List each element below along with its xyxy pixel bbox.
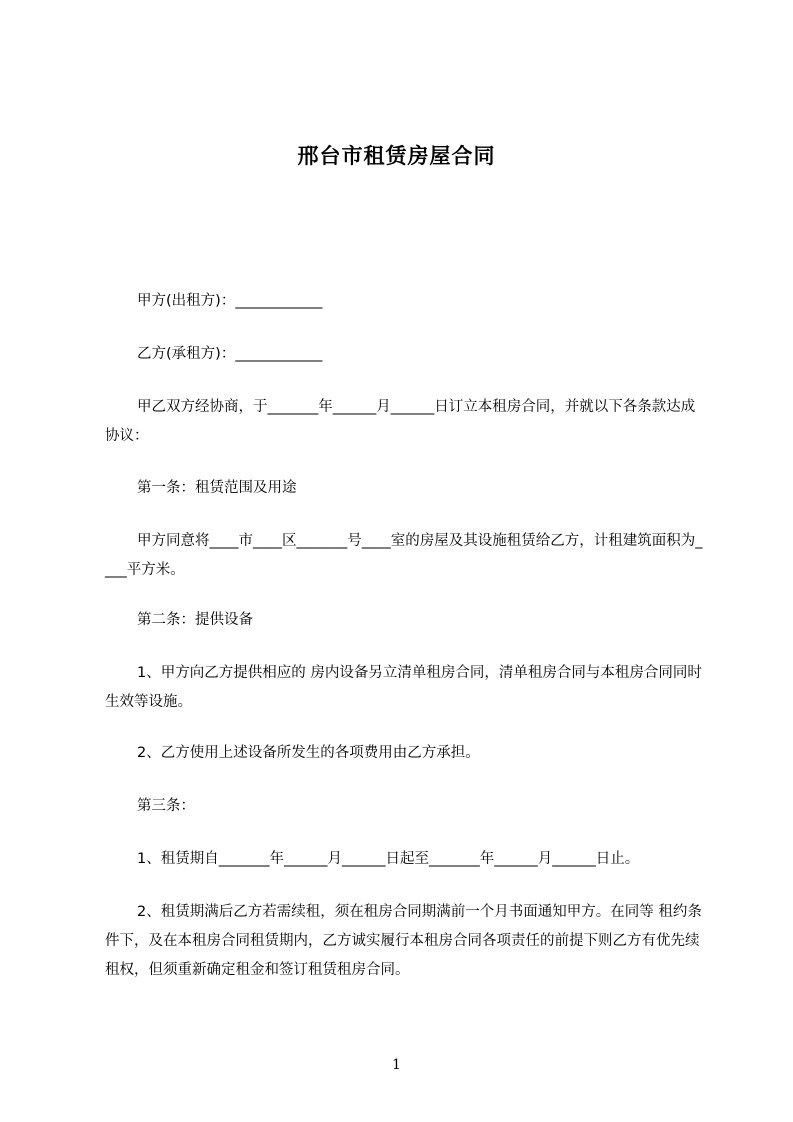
article-3-item-1: 1、租赁期自_______年______月______日起至_______年______月______日止。 bbox=[137, 851, 640, 867]
article-2-item-2: 2、乙方使用上述设备所发生的各项费用由乙方承担。 bbox=[137, 745, 480, 761]
agreement-intro-paragraph: 甲乙双方经协商，于_______年______月______日订立本租房合同，并就以下各条款达成协议： bbox=[105, 399, 696, 444]
article-2-heading: 第二条：提供设备 bbox=[137, 612, 253, 628]
party-b-line: 乙方(承租方)：____________ bbox=[137, 346, 323, 362]
article-3-heading: 第三条： bbox=[137, 798, 195, 814]
page-number: 1 bbox=[392, 1057, 401, 1073]
contract-title: 邢台市租赁房屋合同 bbox=[297, 144, 496, 168]
article-3-item-2: 2、租赁期满后乙方若需续租，须在租房合同期满前一个月书面通知甲方。在同等 租约条件下，及在本租房合同租赁期内，乙方诚实履行本租房合同各项责任的前提下则乙方有优先续租权，但须重新确定租金和签订租赁租房合同。 bbox=[105, 904, 702, 978]
article-1-content: 甲方同意将____市____区_______号____室的房屋及其设施租赁给乙方，计租建筑面积为____平方米。 bbox=[105, 533, 703, 578]
party-a-line: 甲方(出租方)：____________ bbox=[137, 293, 323, 309]
article-1-heading: 第一条：租赁范围及用途 bbox=[137, 480, 297, 496]
article-2-item-1: 1、甲方向乙方提供相应的 房内设备另立清单租房合同，清单租房合同与本租房合同同时生效等设施。 bbox=[105, 665, 702, 710]
